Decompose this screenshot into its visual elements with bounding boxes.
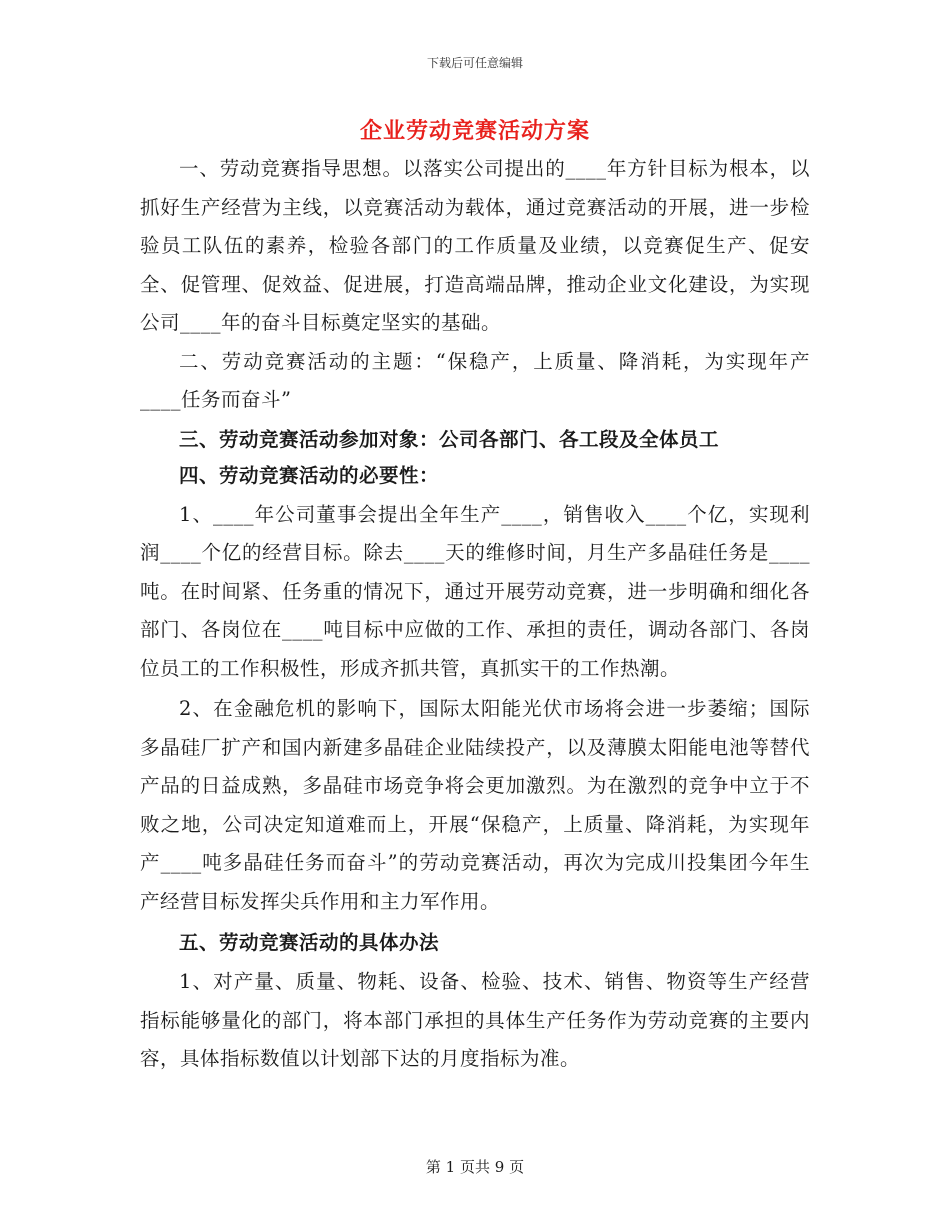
section-4-item-1: 1、____年公司董事会提出全年生产____，销售收入____个亿，实现利润____个亿的经营目标。除去____天的维修时间，月生产多晶硅任务是____吨。在时间紧、任务重的情况下，通过开展劳动竞赛，进一步明确和细化各部门、各岗位在____吨目标中应做的工作、承担的责任，调动各部门、各岗位员工的工作积极性，形成齐抓共管，真抓实干的工作热潮。 [140,502,810,680]
section-4-heading: 四、劳动竞赛活动的必要性： [179,463,440,487]
section-5-heading: 五、劳动竞赛活动的具体办法 [179,931,440,954]
page-header-note: 下载后可任意编辑 [426,56,523,70]
section-3-heading: 三、劳动竞赛活动参加对象：公司各部门、各工段及全体员工 [179,427,720,451]
section-2-paragraph: 二、劳动竞赛活动的主题：“保稳产，上质量、降消耗，为实现年产____任务而奋斗” [140,349,810,411]
section-1-paragraph: 一、劳动竞赛指导思想。以落实公司提出的____年方针目标为根本，以抓好生产经营为主线，以竞赛活动为载体，通过竞赛活动的开展，进一步检验员工队伍的素养，检验各部门的工作质量及业绩，以竞赛促生产、促安全、促管理、促效益、促进展，打造高端品牌，推动企业文化建设，为实现公司____年的奋斗目标奠定坚实的基础。 [140,157,810,334]
document-title: 企业劳动竞赛活动方案 [359,118,590,144]
section-4-item-2: 2、在金融危机的影响下，国际太阳能光伏市场将会进一步萎缩；国际多晶硅厂扩产和国内新建多晶硅企业陆续投产，以及薄膜太阳能电池等替代产品的日益成熟，多晶硅市场竞争将会更加激烈。为在激烈的竞争中立于不败之地，公司决定知道难而上，开展“保稳产，上质量、降消耗，为实现年产____吨多晶硅任务而奋斗”的劳动竞赛活动，再次为完成川投集团今年生产经营目标发挥尖兵作用和主力军作用。 [140,697,810,913]
page-number: 第 1 页共 9 页 [425,1158,525,1176]
document-body [140,150,810,1079]
section-5-item-1: 1、对产量、质量、物耗、设备、检验、技术、销售、物资等生产经营指标能够量化的部门，将本部门承担的具体生产任务作为劳动竞赛的主要内容，具体指标数值以计划部下达的月度指标为准。 [140,970,810,1070]
